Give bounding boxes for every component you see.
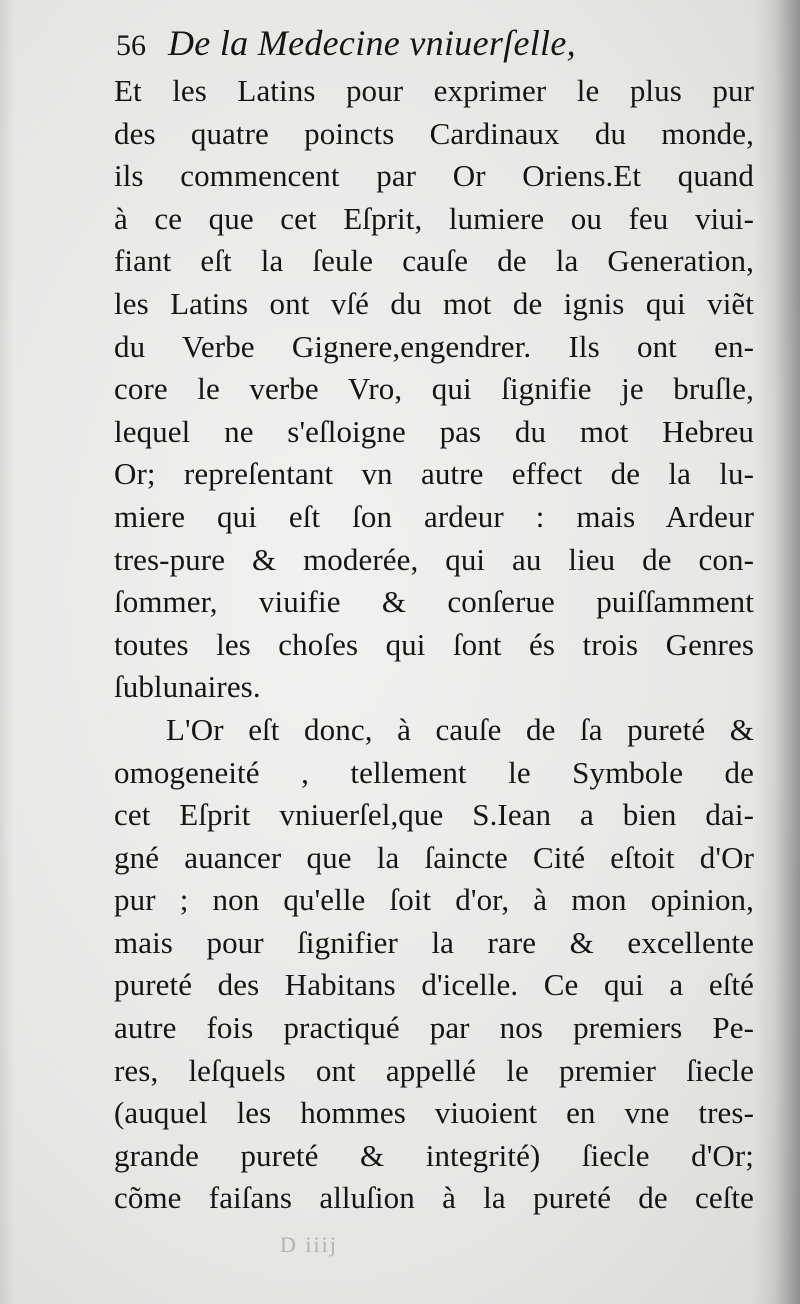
text-line: ſommer, viuifie & conſerue puiſſamment	[114, 584, 754, 620]
text-line: res, leſquels ont appellé le premier ſiecle	[114, 1052, 754, 1088]
signature-mark: D iiij	[280, 1232, 338, 1257]
text-line: autre fois practiqué par nos premiers Pe-	[114, 1010, 754, 1046]
text-line: toutes les choſes qui ſont és trois Genres	[114, 626, 754, 662]
text-line: les Latins ont vſé du mot de ignis qui viẽt	[114, 285, 754, 321]
text-line: miere qui eſt ſon ardeur : mais Ardeur	[114, 498, 754, 534]
text-line: L'Or eſt donc, à cauſe de ſa pureté &	[166, 711, 754, 747]
binding-shadow	[754, 0, 800, 1304]
text-line: du Verbe Gignere,engendrer. Ils ont en-	[114, 328, 754, 364]
text-line: mais pour ſignifier la rare & excellente	[114, 924, 754, 960]
text-line: lequel ne s'eſloigne pas du mot Hebreu	[114, 413, 754, 449]
text-line: pur ; non qu'elle ſoit d'or, à mon opinion,	[114, 882, 754, 918]
text-line: cõme faiſans alluſion à la pureté de ceſte	[114, 1180, 754, 1216]
text-line: core le verbe Vro, qui ſignifie je bruſle,	[114, 371, 754, 407]
text-line: des quatre poincts Cardinaux du monde,	[114, 115, 754, 151]
text-line: Et les Latins pour exprimer le plus pur	[114, 73, 754, 108]
text-line: pureté des Habitans d'icelle. Ce qui a eſté	[114, 967, 754, 1003]
text-line: gné auancer que la ſaincte Cité eſtoit d'Or	[114, 839, 754, 875]
text-line: Or; repreſentant vn autre effect de la lu-	[114, 456, 754, 492]
page-edge-shade	[0, 0, 14, 1304]
text-line: tres-pure & moderée, qui au lieu de con-	[114, 541, 754, 577]
text-line: omogeneité , tellement le Symbole de	[114, 754, 754, 790]
text-line: grande pureté & integrité) ſiecle d'Or;	[114, 1137, 754, 1173]
body-text	[114, 70, 754, 1220]
text-line: ſublunaires.	[114, 669, 261, 705]
text-line: cet Eſprit vniuerſel,que S.Iean a bien dai-	[114, 797, 754, 833]
text-line: fiant eſt la ſeule cauſe de la Generation,	[114, 243, 754, 279]
running-head	[116, 22, 756, 72]
running-title: De la Medecine vniuerſelle,	[168, 23, 576, 63]
text-line: ils commencent par Or Oriens.Et quand	[114, 158, 754, 194]
page-number: 56	[116, 29, 146, 62]
text-line: (auquel les hommes viuoient en vne tres-	[114, 1095, 754, 1131]
text-line: à ce que cet Eſprit, lumiere ou feu viui-	[114, 200, 754, 236]
